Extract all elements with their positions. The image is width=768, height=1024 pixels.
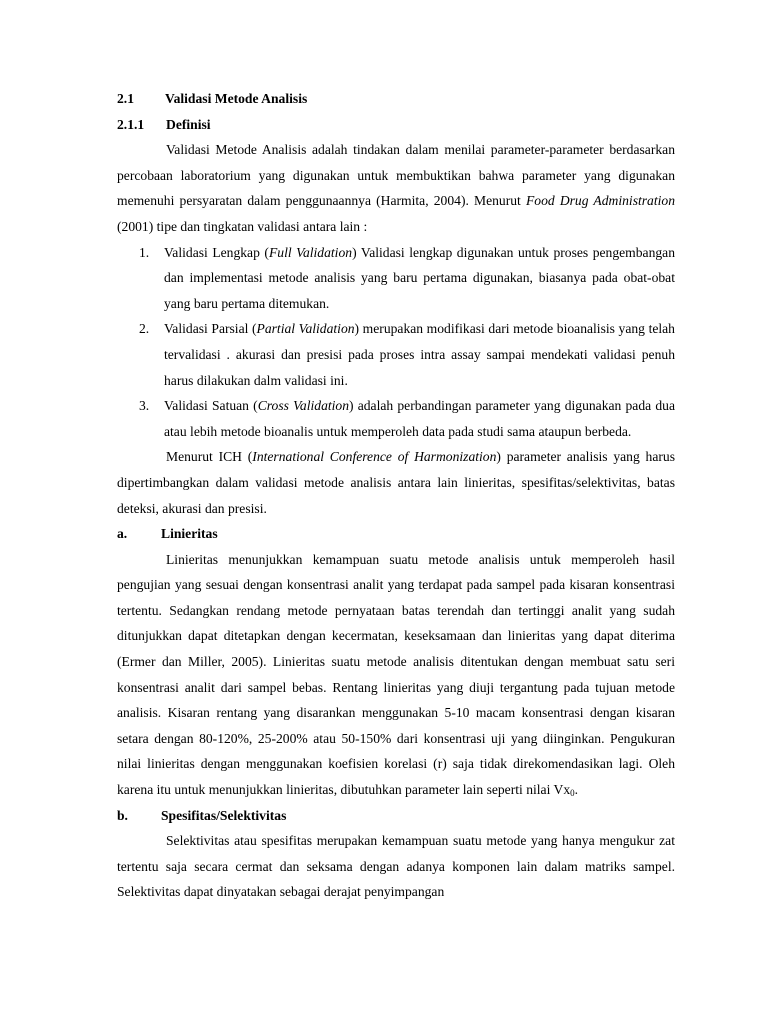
linearity-letter: a.	[117, 526, 128, 542]
section-heading	[117, 86, 675, 112]
ich-paragraph: Menurut ICH (International Conference of Harmonization) parameter analisis yang harus dipertimbangkan dalam validasi metode analisis antara lain linieritas, spesifitas/selektivitas, batas deteksi, akurasi dan presisi.	[117, 449, 675, 516]
selectivity-paragraph: Selektivitas atau spesifitas merupakan kemampuan suatu metode yang hanya mengukur zat tertentu saja secara cermat dan seksama dengan adanya komponen lain dalam matriks sampel. Selektivitas dapat dinyatakan sebagai derajat penyimpangan	[117, 833, 675, 900]
list-item: 2. Validasi Parsial (Partial Validation) merupakan modifikasi dari metode bioanalisis yang telah tervalidasi . akurasi dan presisi pada proses intra assay sampai mendekati validasi penuh harus dilakukan dalm validasi ini.	[139, 321, 675, 388]
section-title: Validasi Metode Analisis	[165, 91, 308, 106]
list-item: 1. Validasi Lengkap (Full Validation) Validasi lengkap digunakan untuk proses pengembangan dan implementasi metode analisis yang baru pertama digunakan, biasanya pada obat-obat yang baru pertama ditemukan.	[139, 244, 676, 311]
selectivity-letter: b.	[117, 807, 128, 823]
subsection-heading	[117, 112, 675, 138]
list-item: 3. Validasi Satuan (Cross Validation) adalah perbandingan parameter yang digunakan pada dua atau lebih metode bioanalis untuk memperoleh data pada studi sama ataupun berbeda.	[139, 398, 675, 439]
linearity-heading	[117, 521, 675, 547]
document-page	[117, 86, 675, 905]
validation-types-list	[117, 240, 675, 445]
subsection-number: 2.1.1	[117, 116, 145, 132]
section-number: 2.1	[117, 91, 134, 106]
linearity-title: Linieritas	[161, 526, 218, 542]
intro-paragraph: Validasi Metode Analisis adalah tindakan dalam menilai parameter-parameter berdasarkan percobaan laboratorium yang digunakan untuk membuktikan bahwa parameter yang digunakan memenuhi persyaratan dalam penggunaannya (Harmita, 2004). Menurut Food Drug Administration (2001) tipe dan tingkatan validasi antara lain :	[117, 142, 675, 234]
selectivity-heading	[117, 803, 675, 829]
selectivity-title: Spesifitas/Selektivitas	[161, 807, 287, 823]
linearity-paragraph: Linieritas menunjukkan kemampuan suatu metode analisis untuk memperoleh hasil pengujian yang sesuai dengan konsentrasi analit yang terdapat pada sampel pada kisaran konsentrasi tertentu. Sedangkan rendang metode pernyataan batas terendah dan tertinggi analit yang sudah ditunjukkan dapat ditetapkan dengan kecermatan, keseksamaan dan linieritas yang dapat diterima (Ermer dan Miller, 2005). Linieritas suatu metode analisis ditentukan dengan membuat satu seri konsentrasi analit dari sampel bebas. Rentang linieritas yang diuji tergantung pada tujuan metode analisis. Kisaran rentang yang disarankan menggunakan 5-10 macam konsentrasi dengan kisaran setara dengan 80-120%, 25-200% atau 50-150% dari konsentrasi uji yang diinginkan. Pengukuran nilai linieritas dengan menggunakan koefisien korelasi (r) saja tidak direkomendasikan lagi. Oleh karena itu untuk menunjukkan linieritas, dibutuhkan parameter lain seperti nilai $Vx_0$.	[117, 551, 675, 799]
subsection-title: Definisi	[166, 116, 211, 132]
